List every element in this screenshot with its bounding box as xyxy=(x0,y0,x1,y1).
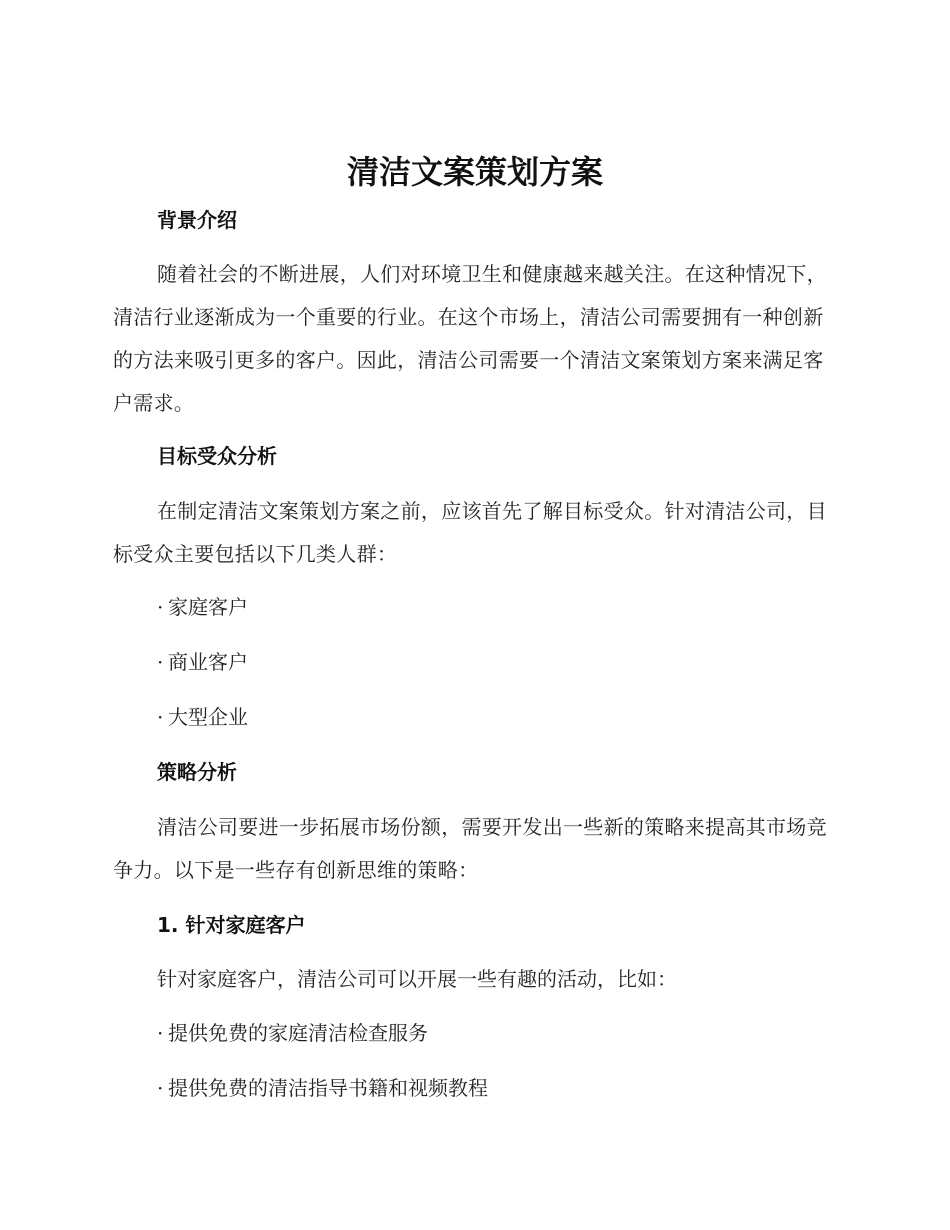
strategy-paragraph: 清洁公司要进一步拓展市场份额，需要开发出一些新的策略来提高其市场竞争力。以下是一些存有创新思维的策略： xyxy=(113,815,827,882)
subsection-heading-household: 1. 针对家庭客户 xyxy=(157,913,306,937)
section-heading-background: 背景介绍 xyxy=(157,208,237,232)
document-title: 清洁文案策划方案 xyxy=(346,153,603,191)
bullet-icon: · xyxy=(157,650,164,674)
bullet-text: 大型企业 xyxy=(168,705,248,729)
section-heading-strategy: 策略分析 xyxy=(157,760,237,784)
section-heading-audience: 目标受众分析 xyxy=(157,444,277,468)
bullet-text: 家庭客户 xyxy=(168,595,248,619)
bullet-icon: · xyxy=(157,1076,164,1100)
bullet-text: 提供免费的家庭清洁检查服务 xyxy=(168,1021,428,1045)
household-bullet-item xyxy=(157,1073,488,1103)
background-paragraph: 随着社会的不断进展，人们对环境卫生和健康越来越关注。在这种情况下，清洁行业逐渐成为一个重要的行业。在这个市场上，清洁公司需要拥有一种创新的方法来吸引更多的客户。因此，清洁公司需要一个清洁文案策划方案来满足客户需求。 xyxy=(113,262,827,415)
audience-bullet-item xyxy=(157,647,248,677)
bullet-icon: · xyxy=(157,705,164,729)
bullet-text: 提供免费的清洁指导书籍和视频教程 xyxy=(168,1076,488,1100)
bullet-icon: · xyxy=(157,1021,164,1045)
bullet-icon: · xyxy=(157,595,164,619)
household-bullet-item xyxy=(157,1018,428,1048)
audience-bullet-item xyxy=(157,702,248,732)
household-intro: 针对家庭客户，清洁公司可以开展一些有趣的活动，比如： xyxy=(157,967,677,991)
audience-paragraph: 在制定清洁文案策划方案之前，应该首先了解目标受众。针对清洁公司，目标受众主要包括以下几类人群： xyxy=(113,499,827,566)
audience-bullet-item xyxy=(157,592,248,622)
bullet-text: 商业客户 xyxy=(168,650,248,674)
